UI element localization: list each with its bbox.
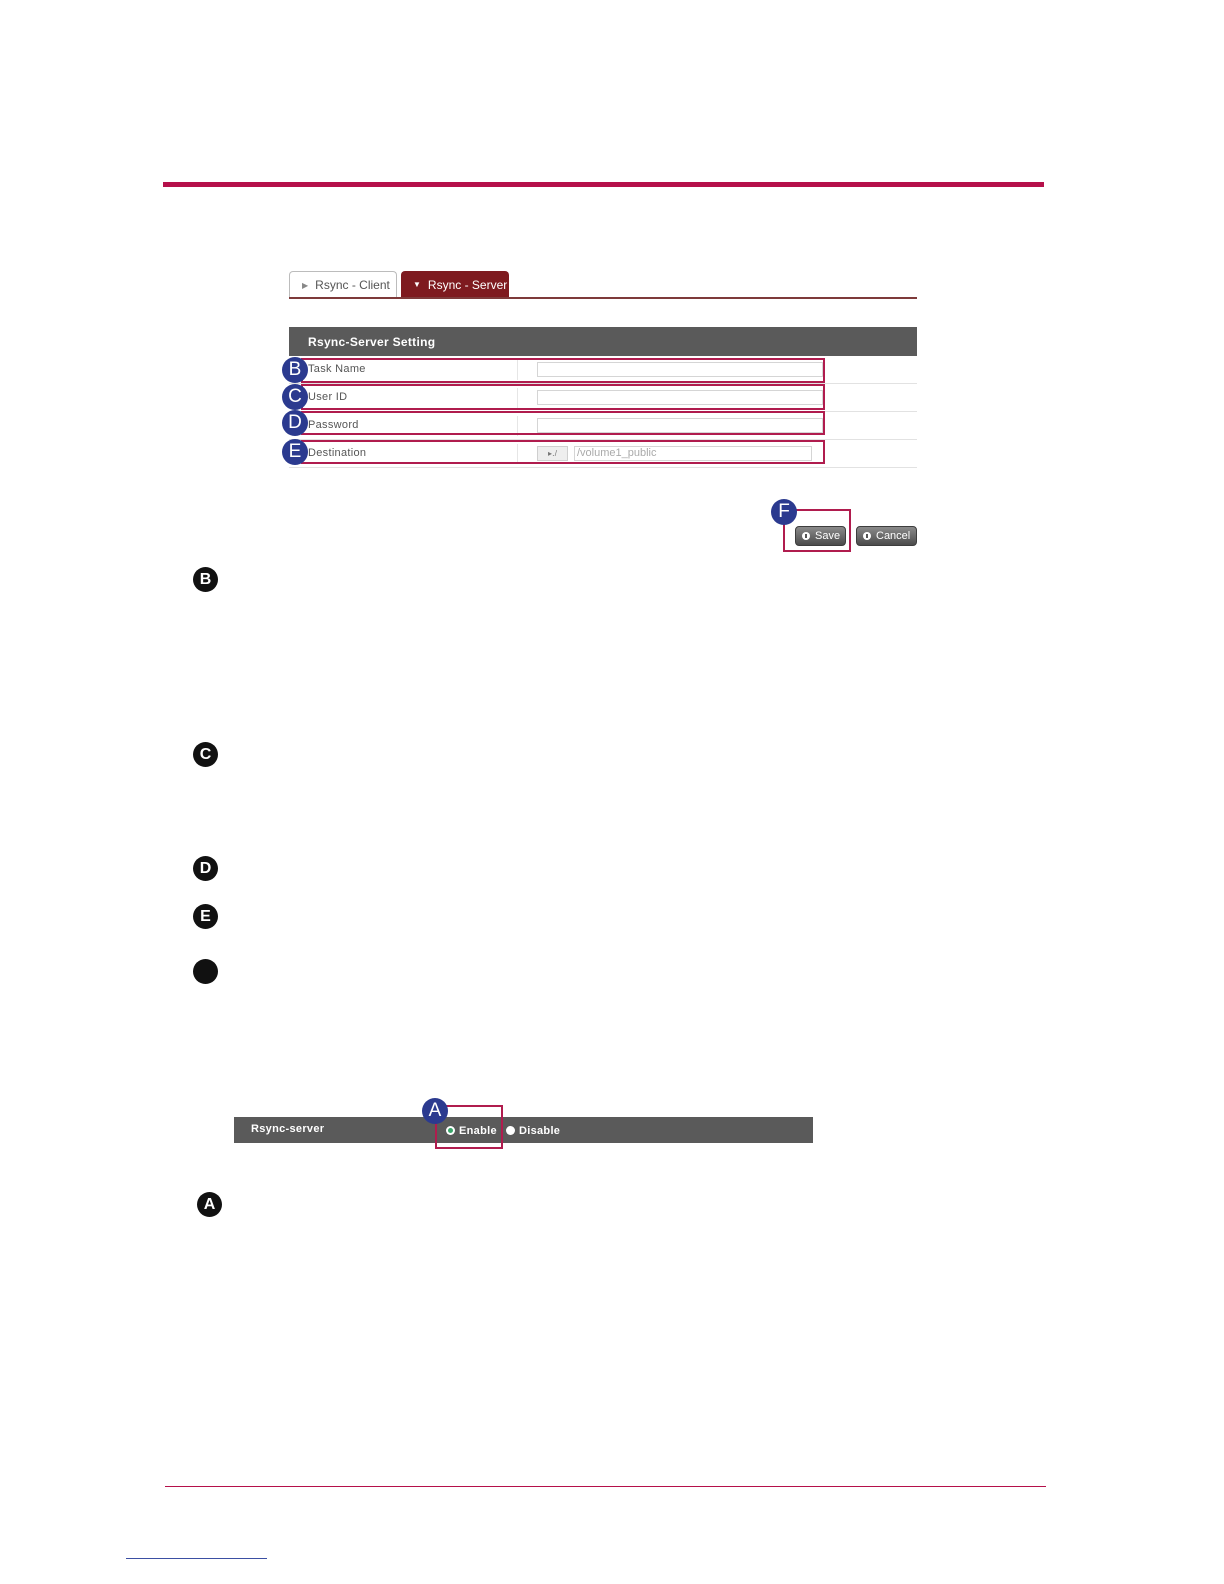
footer-link-underline — [126, 1558, 267, 1559]
tab-underline — [289, 297, 917, 299]
panel-title: Rsync-Server Setting — [289, 327, 917, 356]
rsync-server-bar — [234, 1117, 813, 1143]
tab-label: Rsync - Server — [427, 277, 508, 292]
disable-radio[interactable] — [506, 1126, 515, 1135]
callout-b: B — [282, 357, 308, 383]
bullet-d: D — [193, 856, 218, 881]
save-icon — [802, 532, 810, 540]
bullet-b: B — [193, 567, 218, 592]
bullet-c: C — [193, 742, 218, 767]
top-accent-rule — [163, 182, 1044, 187]
enable-label: Enable — [459, 1125, 497, 1137]
bullet-e: E — [193, 904, 218, 929]
save-button[interactable] — [795, 526, 846, 546]
cancel-icon — [863, 532, 871, 540]
browse-folder-button[interactable]: ▸․/ — [537, 446, 568, 461]
user-id-label: User ID — [308, 391, 348, 403]
callout-d: D — [282, 410, 308, 436]
callout-f: F — [771, 499, 797, 525]
disable-label: Disable — [519, 1125, 561, 1137]
callout-a: A — [422, 1098, 448, 1124]
caret-right-icon: ▶ — [302, 280, 309, 290]
callout-c: C — [282, 384, 308, 410]
highlight-destination — [301, 440, 825, 464]
highlight-task-name — [301, 358, 825, 383]
callout-e: E — [282, 439, 308, 465]
rsync-server-label: Rsync-server — [251, 1123, 325, 1135]
tab-rsync-server[interactable] — [401, 271, 509, 298]
highlight-user-id — [301, 384, 825, 410]
cancel-button[interactable] — [856, 526, 917, 546]
password-label: Password — [308, 419, 359, 431]
caret-down-icon: ▼ — [413, 280, 421, 289]
destination-label: Destination — [308, 447, 367, 459]
bullet-f — [193, 959, 218, 984]
task-name-label: Task Name — [308, 363, 366, 375]
tab-label: Rsync - Client — [315, 278, 390, 292]
tab-rsync-client[interactable] — [289, 271, 397, 298]
bullet-a: A — [197, 1192, 222, 1217]
highlight-password — [301, 411, 825, 435]
destination-input[interactable]: /volume1_public — [574, 446, 812, 461]
save-button-label: Save — [815, 530, 841, 542]
cancel-button-label: Cancel — [876, 530, 911, 542]
bottom-accent-rule — [165, 1486, 1046, 1487]
